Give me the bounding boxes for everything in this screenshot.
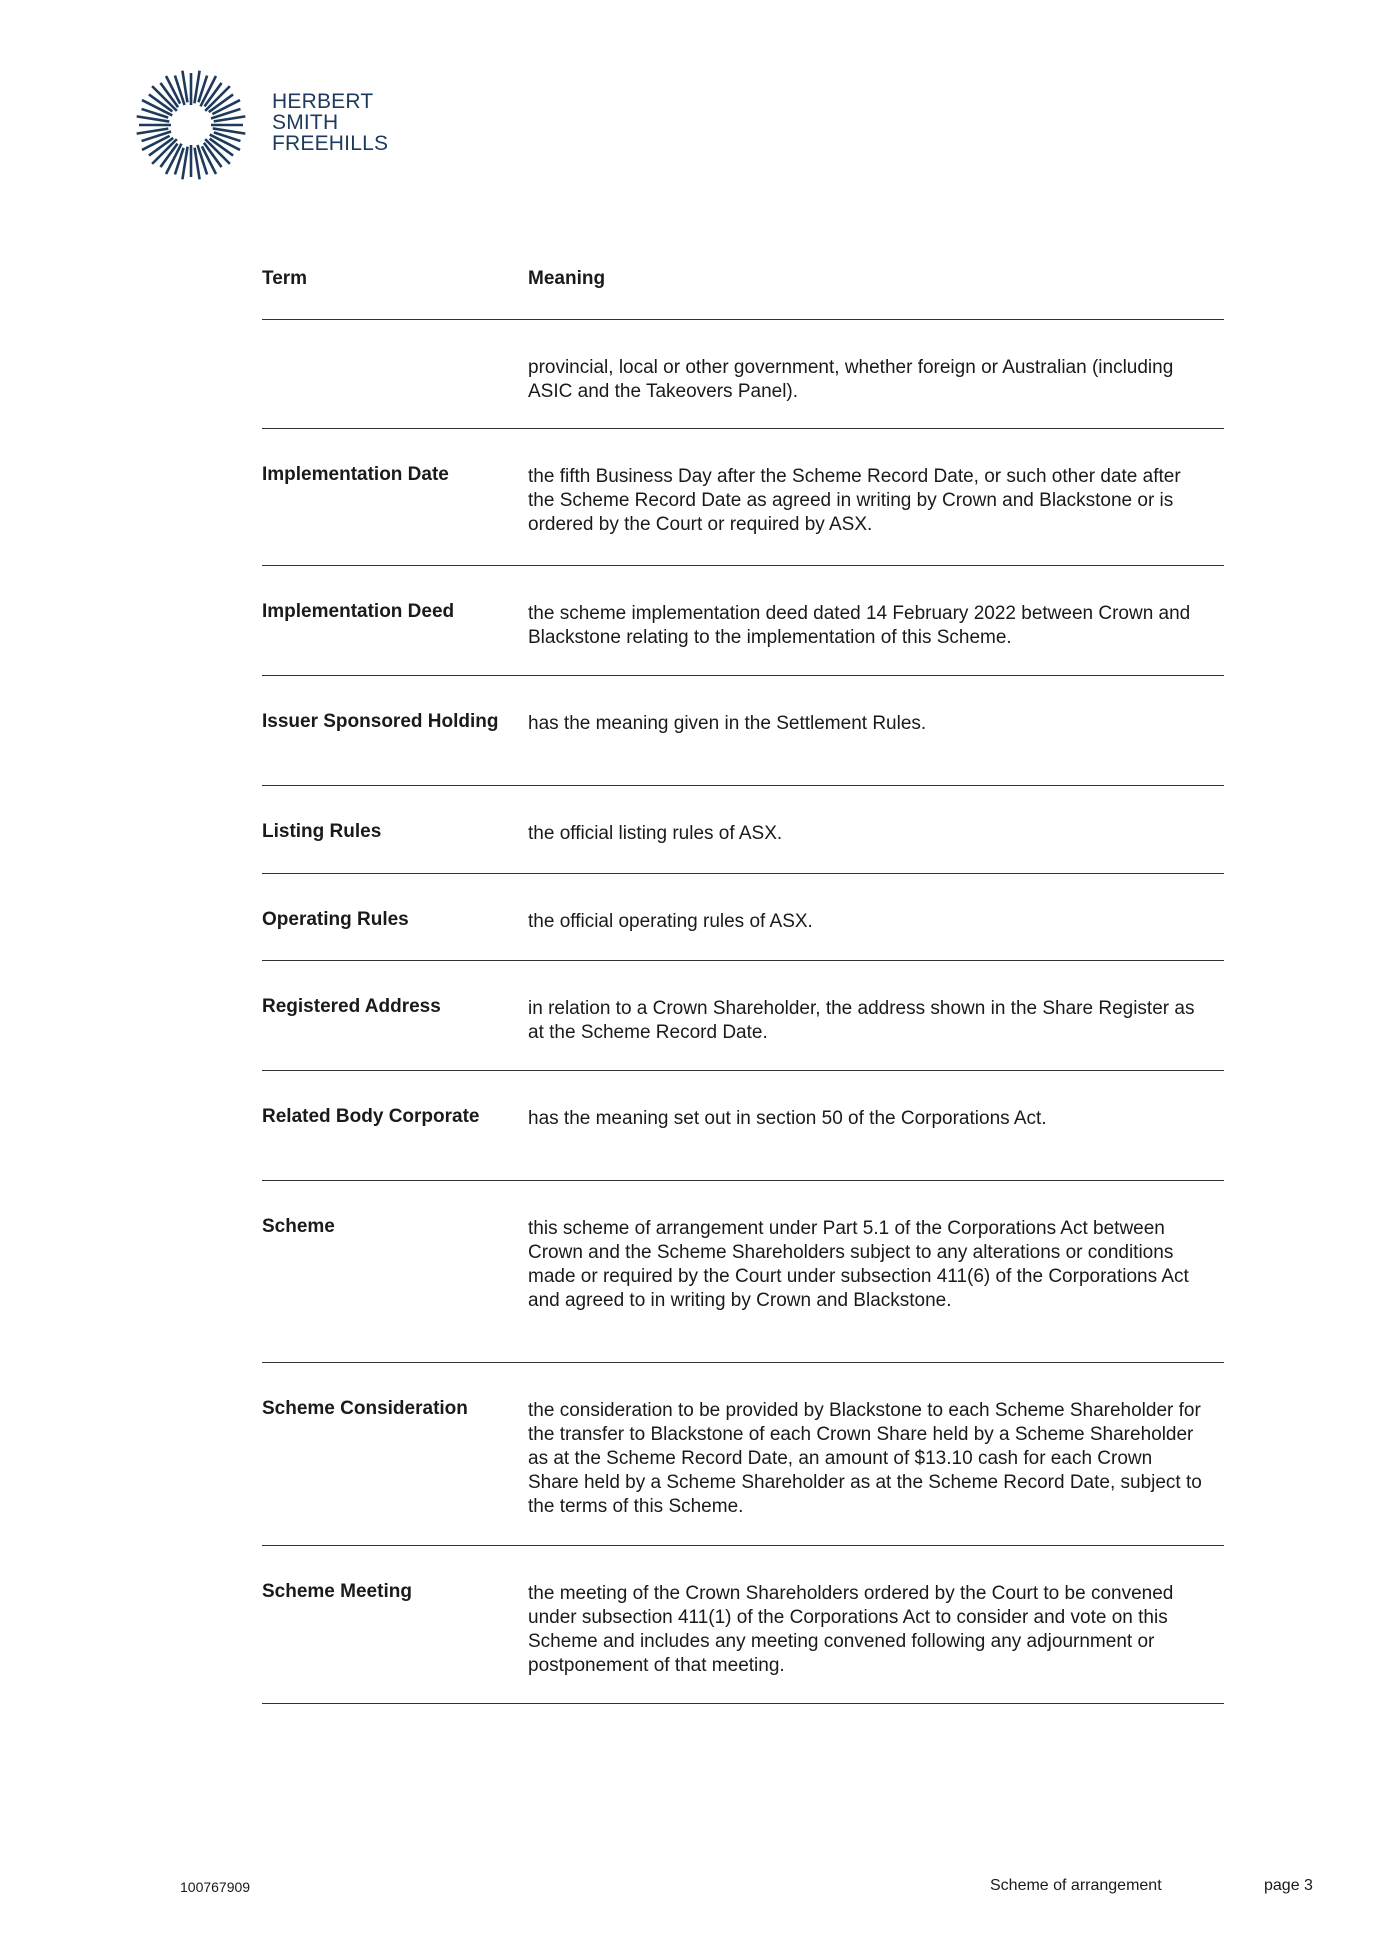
logo-line-2: SMITH xyxy=(272,111,339,134)
table-row xyxy=(262,566,1224,676)
firm-logo xyxy=(132,66,532,186)
table-row xyxy=(262,429,1224,566)
term-cell: Issuer Sponsored Holding xyxy=(262,711,499,732)
logo-line-3: FREEHILLS xyxy=(272,132,389,155)
table-row xyxy=(262,676,1224,786)
page-number: page 3 xyxy=(1264,1877,1313,1894)
table-row xyxy=(262,1181,1224,1363)
meaning-cell: the official operating rules of ASX. xyxy=(528,911,813,932)
sunburst-logo-icon xyxy=(132,66,250,184)
column-header-meaning: Meaning xyxy=(528,268,606,289)
table-row xyxy=(262,1546,1224,1704)
table-row xyxy=(262,320,1224,429)
meaning-cell: the scheme implementation deed dated 14 February 2022 between Crown and Blackstone relating to the implementation of this Scheme. xyxy=(528,603,1191,648)
meaning-cell: the consideration to be provided by Blackstone to each Scheme Shareholder for the transfer to Blackstone of each Crown Share held by a Scheme Shareholder as at the Scheme Record Date, an amount of $13.10 cash for each Crown Share held by a Scheme Shareholder as at the Scheme Record Date, subject to the terms of this Scheme. xyxy=(528,1400,1202,1517)
document-number: 100767909 xyxy=(180,1879,251,1895)
meaning-cell: this scheme of arrangement under Part 5.1 of the Corporations Act between Crown and the Scheme Shareholders subject to any alterations or conditions made or required by the Court under subsection 411(6) of the Corporations Act and agreed to in writing by Crown and Blackstone. xyxy=(528,1218,1189,1311)
term-cell: Listing Rules xyxy=(262,821,382,842)
meaning-cell: has the meaning given in the Settlement Rules. xyxy=(528,713,927,734)
logo-line-1: HERBERT xyxy=(272,90,374,113)
meaning-cell: has the meaning set out in section 50 of the Corporations Act. xyxy=(528,1108,1047,1129)
term-cell: Implementation Date xyxy=(262,464,449,485)
document-title: Scheme of arrangement xyxy=(990,1877,1162,1894)
term-cell: Related Body Corporate xyxy=(262,1106,480,1127)
term-cell: Operating Rules xyxy=(262,909,409,930)
term-cell: Scheme xyxy=(262,1216,335,1237)
term-cell: Scheme Consideration xyxy=(262,1398,468,1419)
table-row xyxy=(262,1071,1224,1181)
table-header xyxy=(262,264,1224,320)
logo-wordmark xyxy=(272,91,388,154)
table-row xyxy=(262,786,1224,874)
meaning-cell: provincial, local or other government, whether foreign or Australian (including ASIC and the Takeovers Panel). xyxy=(528,357,1174,402)
column-header-term: Term xyxy=(262,268,308,289)
definitions-table xyxy=(262,264,1224,1704)
meaning-cell: the meeting of the Crown Shareholders ordered by the Court to be convened under subsection 411(1) of the Corporations Act to consider and vote on this Scheme and includes any meeting convened following any adjournment or postponement of that meeting. xyxy=(528,1583,1174,1676)
meaning-cell: in relation to a Crown Shareholder, the address shown in the Share Register as at the Scheme Record Date. xyxy=(528,998,1195,1043)
term-cell: Registered Address xyxy=(262,996,441,1017)
term-cell: Implementation Deed xyxy=(262,601,455,622)
table-row xyxy=(262,1363,1224,1546)
term-cell xyxy=(262,320,528,428)
table-row xyxy=(262,961,1224,1071)
term-cell: Scheme Meeting xyxy=(262,1581,412,1602)
meaning-cell: the fifth Business Day after the Scheme Record Date, or such other date after the Scheme Record Date as agreed in writing by Crown and Blackstone or is ordered by the Court or required by ASX. xyxy=(528,466,1181,535)
table-row xyxy=(262,874,1224,961)
meaning-cell: the official listing rules of ASX. xyxy=(528,823,783,844)
